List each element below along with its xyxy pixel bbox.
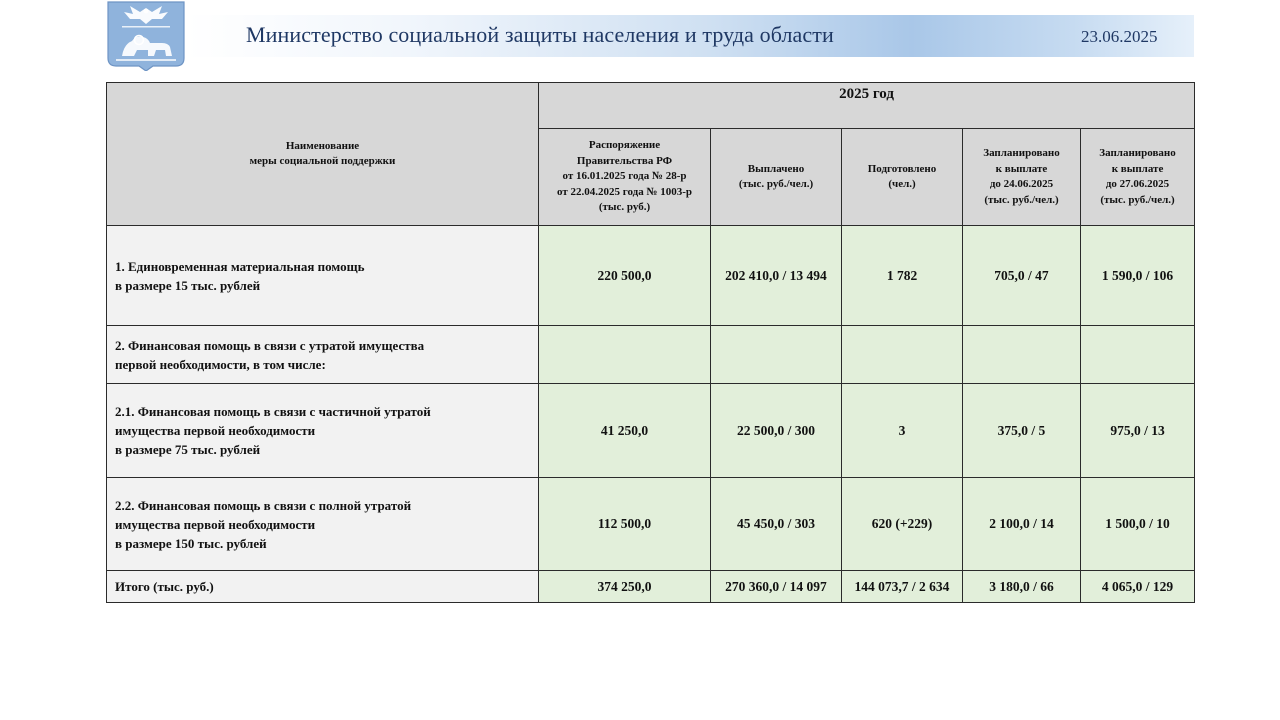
cell-prepared: 1 782 [842,226,963,326]
total-decree: 374 250,0 [539,571,711,603]
total-planned-27: 4 065,0 / 129 [1081,571,1195,603]
cell-planned-27: 1 590,0 / 106 [1081,226,1195,326]
total-paid: 270 360,0 / 14 097 [711,571,842,603]
cell-planned-24: 375,0 / 5 [963,384,1081,478]
column-header-paid: Выплачено (тыс. руб./чел.) [711,129,842,226]
cell-prepared: 620 (+229) [842,478,963,571]
table-row [107,226,1195,326]
cell-planned-27 [1081,326,1195,384]
cell-paid: 202 410,0 / 13 494 [711,226,842,326]
total-label: Итого (тыс. руб.) [107,571,539,603]
column-header-prepared: Подготовлено (чел.) [842,129,963,226]
coat-of-arms-icon [106,0,186,71]
cell-planned-24: 705,0 / 47 [963,226,1081,326]
cell-paid: 22 500,0 / 300 [711,384,842,478]
cell-paid [711,326,842,384]
column-header-planned-24: Запланировано к выплате до 24.06.2025 (тыс. руб./чел.) [963,129,1081,226]
column-header-measure-name: Наименование меры социальной поддержки [107,83,539,226]
cell-prepared: 3 [842,384,963,478]
table-row [107,326,1195,384]
cell-planned-24: 2 100,0 / 14 [963,478,1081,571]
row-name: 2. Финансовая помощь в связи с утратой имущества первой необходимости, в том числе: [107,326,539,384]
row-name: 2.2. Финансовая помощь в связи с полной утратой имущества первой необходимости в размере 150 тыс. рублей [107,478,539,571]
row-name: 2.1. Финансовая помощь в связи с частичной утратой имущества первой необходимости в размере 75 тыс. рублей [107,384,539,478]
support-measures-table [106,82,1195,603]
total-planned-24: 3 180,0 / 66 [963,571,1081,603]
cell-planned-27: 1 500,0 / 10 [1081,478,1195,571]
year-header: 2025 год [539,83,1195,129]
table-row [107,478,1195,571]
cell-planned-24 [963,326,1081,384]
cell-planned-27: 975,0 / 13 [1081,384,1195,478]
total-prepared: 144 073,7 / 2 634 [842,571,963,603]
cell-prepared [842,326,963,384]
report-date: 23.06.2025 [1081,27,1158,46]
column-header-planned-27: Запланировано к выплате до 27.06.2025 (тыс. руб./чел.) [1081,129,1195,226]
row-name: 1. Единовременная материальная помощь в размере 15 тыс. рублей [107,226,539,326]
cell-decree: 41 250,0 [539,384,711,478]
column-header-decree: Распоряжение Правительства РФ от 16.01.2025 года № 28-р от 22.04.2025 года № 1003-р (тыс. руб.) [539,129,711,226]
total-row [107,571,1195,603]
cell-decree: 112 500,0 [539,478,711,571]
cell-paid: 45 450,0 / 303 [711,478,842,571]
cell-decree [539,326,711,384]
page-title: Министерство социальной защиты населения и труда области [246,22,834,47]
cell-decree: 220 500,0 [539,226,711,326]
table-row [107,384,1195,478]
